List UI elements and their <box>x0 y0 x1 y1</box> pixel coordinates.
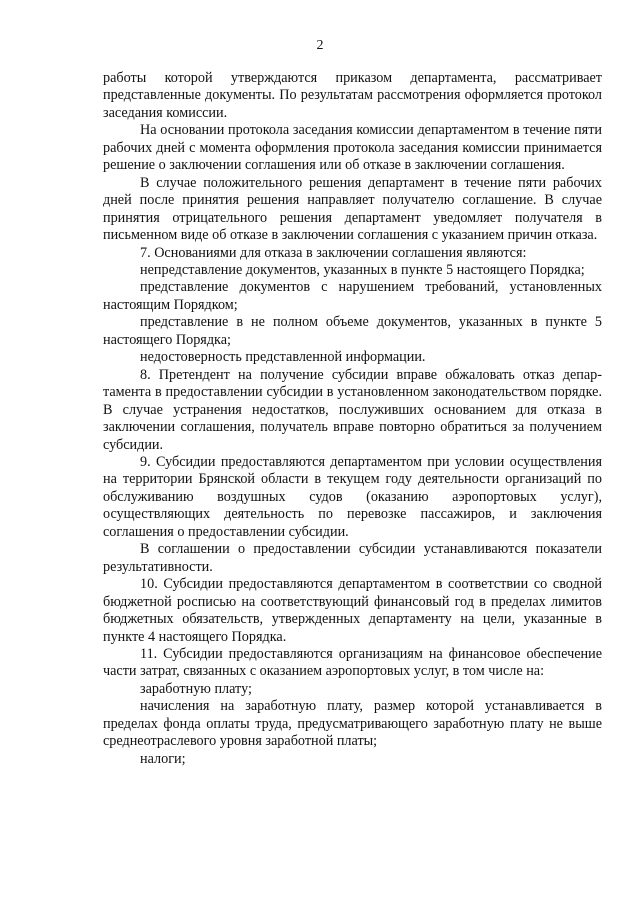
paragraph-decision: На основании протокола заседания комиссии департаментом в течение пяти рабочих дней с момента оформления протокола заседания комиссии принимается решение о заключении соглашения или об отказе в заключении соглашения. <box>103 122 602 174</box>
list-item-taxes: налоги; <box>140 750 186 767</box>
paragraph-item-9: 9. Субсидии предоставляются департаментом при условии осуществления на территории Брянской области в текущем году деятельности организаций по обслуживанию воздушных судов (оказанию аэропортовых услуг), осуществляющих деятельность по перевозке пассажиров, и заключения соглашения о предоставлении субсидии. <box>103 453 602 540</box>
document-body <box>103 70 602 768</box>
paragraph-item-7: 7. Основаниями для отказа в заключении соглашения являются: <box>140 244 527 261</box>
paragraph-performance-indicators: В соглашении о предоставлении субсидии устанавливаются показатели результативности. <box>103 541 602 575</box>
paragraph-positive-negative-decision: В случае положительного решения департамент в течение пяти рабочих дней после принятия решения направляет получателю соглашение. В случае принятия отрицательного решения департамент уведомляет получателя в письменном виде об отказе в заключении соглашения с указанием причин отказа. <box>103 174 602 244</box>
paragraph-item-11: 11. Субсидии предоставляются организациям на финансовое обеспечение части затрат, связанных с оказанием аэропортовых услуг, в том числе на: <box>103 645 602 680</box>
paragraph-commission-review: работы которой утверждаются приказом департамента, рассматривает представленные документы. По результатам рассмотрения оформляется протокол заседания комиссии. <box>103 70 602 121</box>
list-item-refusal-4: недостоверность представленной информации. <box>140 349 426 366</box>
page-number: 2 <box>316 38 324 53</box>
list-item-refusal-1: непредставление документов, указанных в пункте 5 настоящего Порядка; <box>140 261 585 278</box>
list-item-salary-charges: начисления на заработную плату, размер которой устанавливается в пределах фонда оплаты труда, предусматривающего заработную плату не выше среднеотраслевого уровня заработной платы; <box>103 698 602 750</box>
list-item-refusal-3: представление в не полном объеме документов, указанных в пункте 5 настоящего Порядка; <box>103 314 602 348</box>
list-item-salary: заработную плату; <box>140 680 252 697</box>
paragraph-item-8: 8. Претендент на получение субсидии вправе обжаловать отказ департамента в предоставлении субсидии в установленном законодательством порядке. В случае устранения недостатков, послуживших основанием для отказа в заключении соглашения, получатель вправе повторно обратиться за получением субсидии. <box>103 366 602 453</box>
list-item-refusal-2: представление документов с нарушением требований, установленных настоящим Порядком; <box>103 279 602 313</box>
paragraph-item-10: 10. Субсидии предоставляются департаментом в соответствии со сводной бюджетной росписью на соответствующий финансовый год в пределах лимитов бюджетных обязательств, утвержденных департаменту на цели, указанные в пункте 4 настоящего Порядка. <box>103 576 602 645</box>
